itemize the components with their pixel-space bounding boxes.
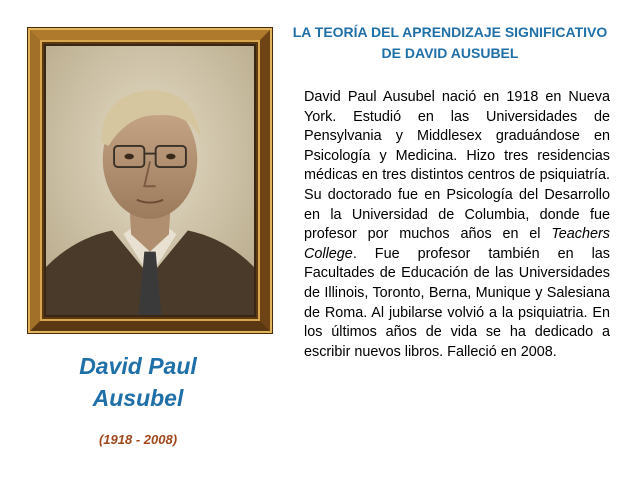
title-line-2: DE DAVID AUSUBEL — [381, 45, 519, 61]
person-name — [40, 350, 236, 414]
person-name-line-1: David Paul — [79, 353, 197, 379]
page-title — [262, 22, 638, 64]
portrait-illustration — [46, 46, 254, 315]
person-dates: (1918 - 2008) — [98, 432, 178, 447]
bio-part-2: . Fue profesor también en las Facultades de Educación de las Universidades de Illinois, Toronto, Berna, Munique y Salesiana de Roma. Al jubilarse volvió a la psiquiatria. En los últimos años de vida se ha dedicado a escribir nuevos libros. Falleció en 2008. — [304, 245, 610, 360]
biography-text — [304, 88, 610, 362]
portrait-photo — [46, 46, 254, 315]
person-name-line-2: Ausubel — [92, 385, 184, 411]
title-line-1: LA TEORÍA DEL APRENDIZAJE SIGNIFICATIVO — [292, 24, 608, 40]
bio-part-1: David Paul Ausubel nació en 1918 en Nueva York. Estudió en las Universidades de Pensylvania y Middlesex graduándose en Psicología y Medicina. Hizo tres residencias médicas en tres distintos centros de psiquiatría. Su doctorado fue en Psicología del Desarrollo en la Universidad de Columbia, donde fue profesor por muchos años en el — [304, 89, 610, 243]
bio-emphasis: Teachers College — [304, 226, 610, 262]
portrait-frame — [28, 28, 272, 333]
